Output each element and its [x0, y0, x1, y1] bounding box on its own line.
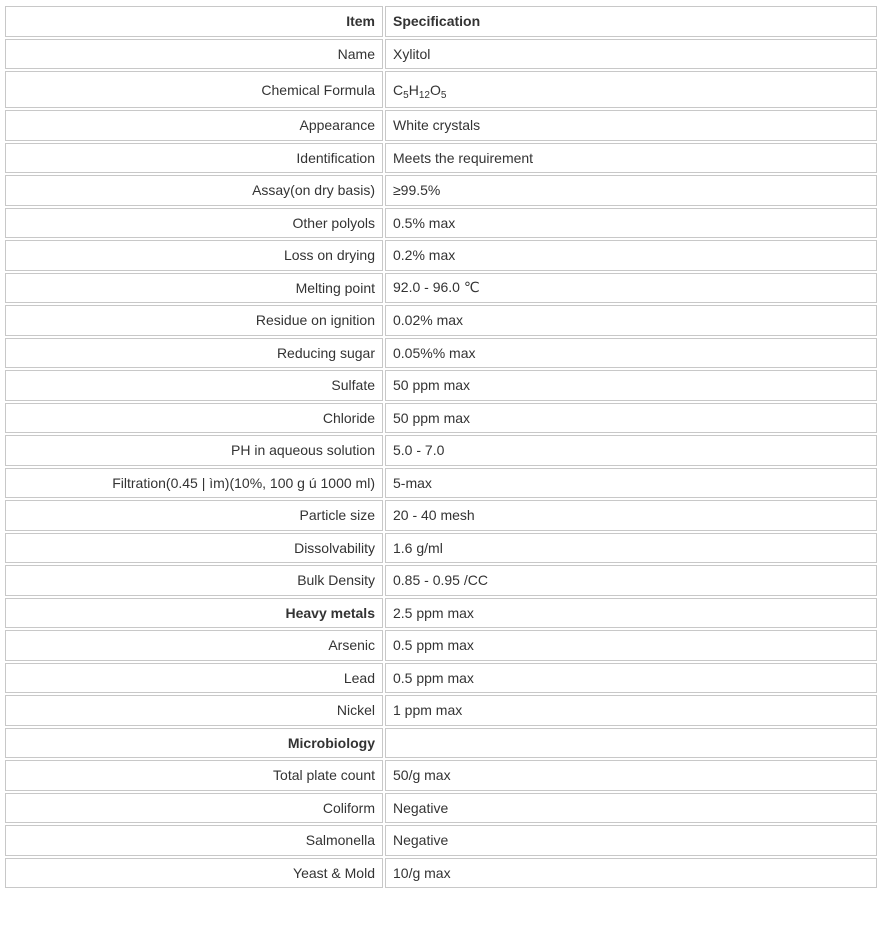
row-value: 0.5 ppm max: [385, 663, 877, 694]
row-value: 2.5 ppm max: [385, 598, 877, 629]
row-item: Total plate count: [5, 760, 383, 791]
table-row: [5, 858, 877, 889]
row-item: PH in aqueous solution: [5, 435, 383, 466]
table-row: [5, 630, 877, 661]
row-value: 10/g max: [385, 858, 877, 889]
row-value: White crystals: [385, 110, 877, 141]
row-value: 5.0 - 7.0: [385, 435, 877, 466]
row-value: Xylitol: [385, 39, 877, 70]
row-item: Assay(on dry basis): [5, 175, 383, 206]
row-value: 0.5 ppm max: [385, 630, 877, 661]
table-row: [5, 468, 877, 499]
table-row: [5, 305, 877, 336]
table-row: [5, 240, 877, 271]
table-row: [5, 208, 877, 239]
row-value: Negative: [385, 793, 877, 824]
row-value: 50/g max: [385, 760, 877, 791]
row-item: Dissolvability: [5, 533, 383, 564]
table-row: [5, 338, 877, 369]
row-value: [385, 728, 877, 759]
row-value: 20 - 40 mesh: [385, 500, 877, 531]
table-row: [5, 533, 877, 564]
row-value: 92.0 - 96.0 ℃: [385, 273, 877, 304]
formula-count-h: 12: [418, 89, 430, 101]
table-header-row: [5, 6, 877, 37]
row-item: Other polyols: [5, 208, 383, 239]
row-value: Negative: [385, 825, 877, 856]
row-item: Name: [5, 39, 383, 70]
table-row: [5, 110, 877, 141]
table-row: [5, 728, 877, 759]
formula-count-c: 5: [403, 89, 409, 101]
row-item: Yeast & Mold: [5, 858, 383, 889]
row-value: 0.85 - 0.95 /CC: [385, 565, 877, 596]
formula-element-o: O: [429, 81, 441, 98]
row-item: Loss on drying: [5, 240, 383, 271]
row-item-section-microbiology: Microbiology: [5, 728, 383, 759]
chemical-formula-value: [385, 71, 877, 108]
row-value: 0.02% max: [385, 305, 877, 336]
table-row: [5, 370, 877, 401]
table-row: [5, 500, 877, 531]
row-item: Particle size: [5, 500, 383, 531]
table-row: [5, 663, 877, 694]
row-value: 0.5% max: [385, 208, 877, 239]
formula-element-h: H: [408, 81, 419, 98]
row-item: Chemical Formula: [5, 71, 383, 108]
row-item: Lead: [5, 663, 383, 694]
row-item: Melting point: [5, 273, 383, 304]
row-value: Meets the requirement: [385, 143, 877, 174]
row-item: Bulk Density: [5, 565, 383, 596]
table-row: [5, 435, 877, 466]
row-item: Identification: [5, 143, 383, 174]
row-item: Reducing sugar: [5, 338, 383, 369]
row-item: Arsenic: [5, 630, 383, 661]
row-item: Chloride: [5, 403, 383, 434]
row-item: Coliform: [5, 793, 383, 824]
row-item: Residue on ignition: [5, 305, 383, 336]
table-row: [5, 793, 877, 824]
table-row: [5, 403, 877, 434]
row-value: 1 ppm max: [385, 695, 877, 726]
row-item-section-heavy-metals: Heavy metals: [5, 598, 383, 629]
header-specification: Specification: [385, 6, 877, 37]
table-row: [5, 695, 877, 726]
row-item: Sulfate: [5, 370, 383, 401]
specification-table: [3, 4, 879, 890]
row-value: ≥99.5%: [385, 175, 877, 206]
table-row: [5, 39, 877, 70]
row-item: Salmonella: [5, 825, 383, 856]
row-value: 50 ppm max: [385, 370, 877, 401]
header-item: Item: [5, 6, 383, 37]
table-row: [5, 175, 877, 206]
table-row: [5, 598, 877, 629]
row-item: Nickel: [5, 695, 383, 726]
table-row: [5, 825, 877, 856]
table-row: [5, 760, 877, 791]
row-value: 50 ppm max: [385, 403, 877, 434]
row-item: Filtration(0.45 | ìm)(10%, 100 g ú 1000 ml): [5, 468, 383, 499]
table-row: [5, 565, 877, 596]
row-value: 1.6 g/ml: [385, 533, 877, 564]
formula-count-o: 5: [440, 89, 447, 101]
formula-element-c: C: [393, 81, 404, 98]
row-value: 5-max: [385, 468, 877, 499]
row-value: 0.05%% max: [385, 338, 877, 369]
row-item: Appearance: [5, 110, 383, 141]
table-row: [5, 143, 877, 174]
table-row-chemical-formula: [5, 71, 877, 108]
row-value: 0.2% max: [385, 240, 877, 271]
table-row: [5, 273, 877, 304]
